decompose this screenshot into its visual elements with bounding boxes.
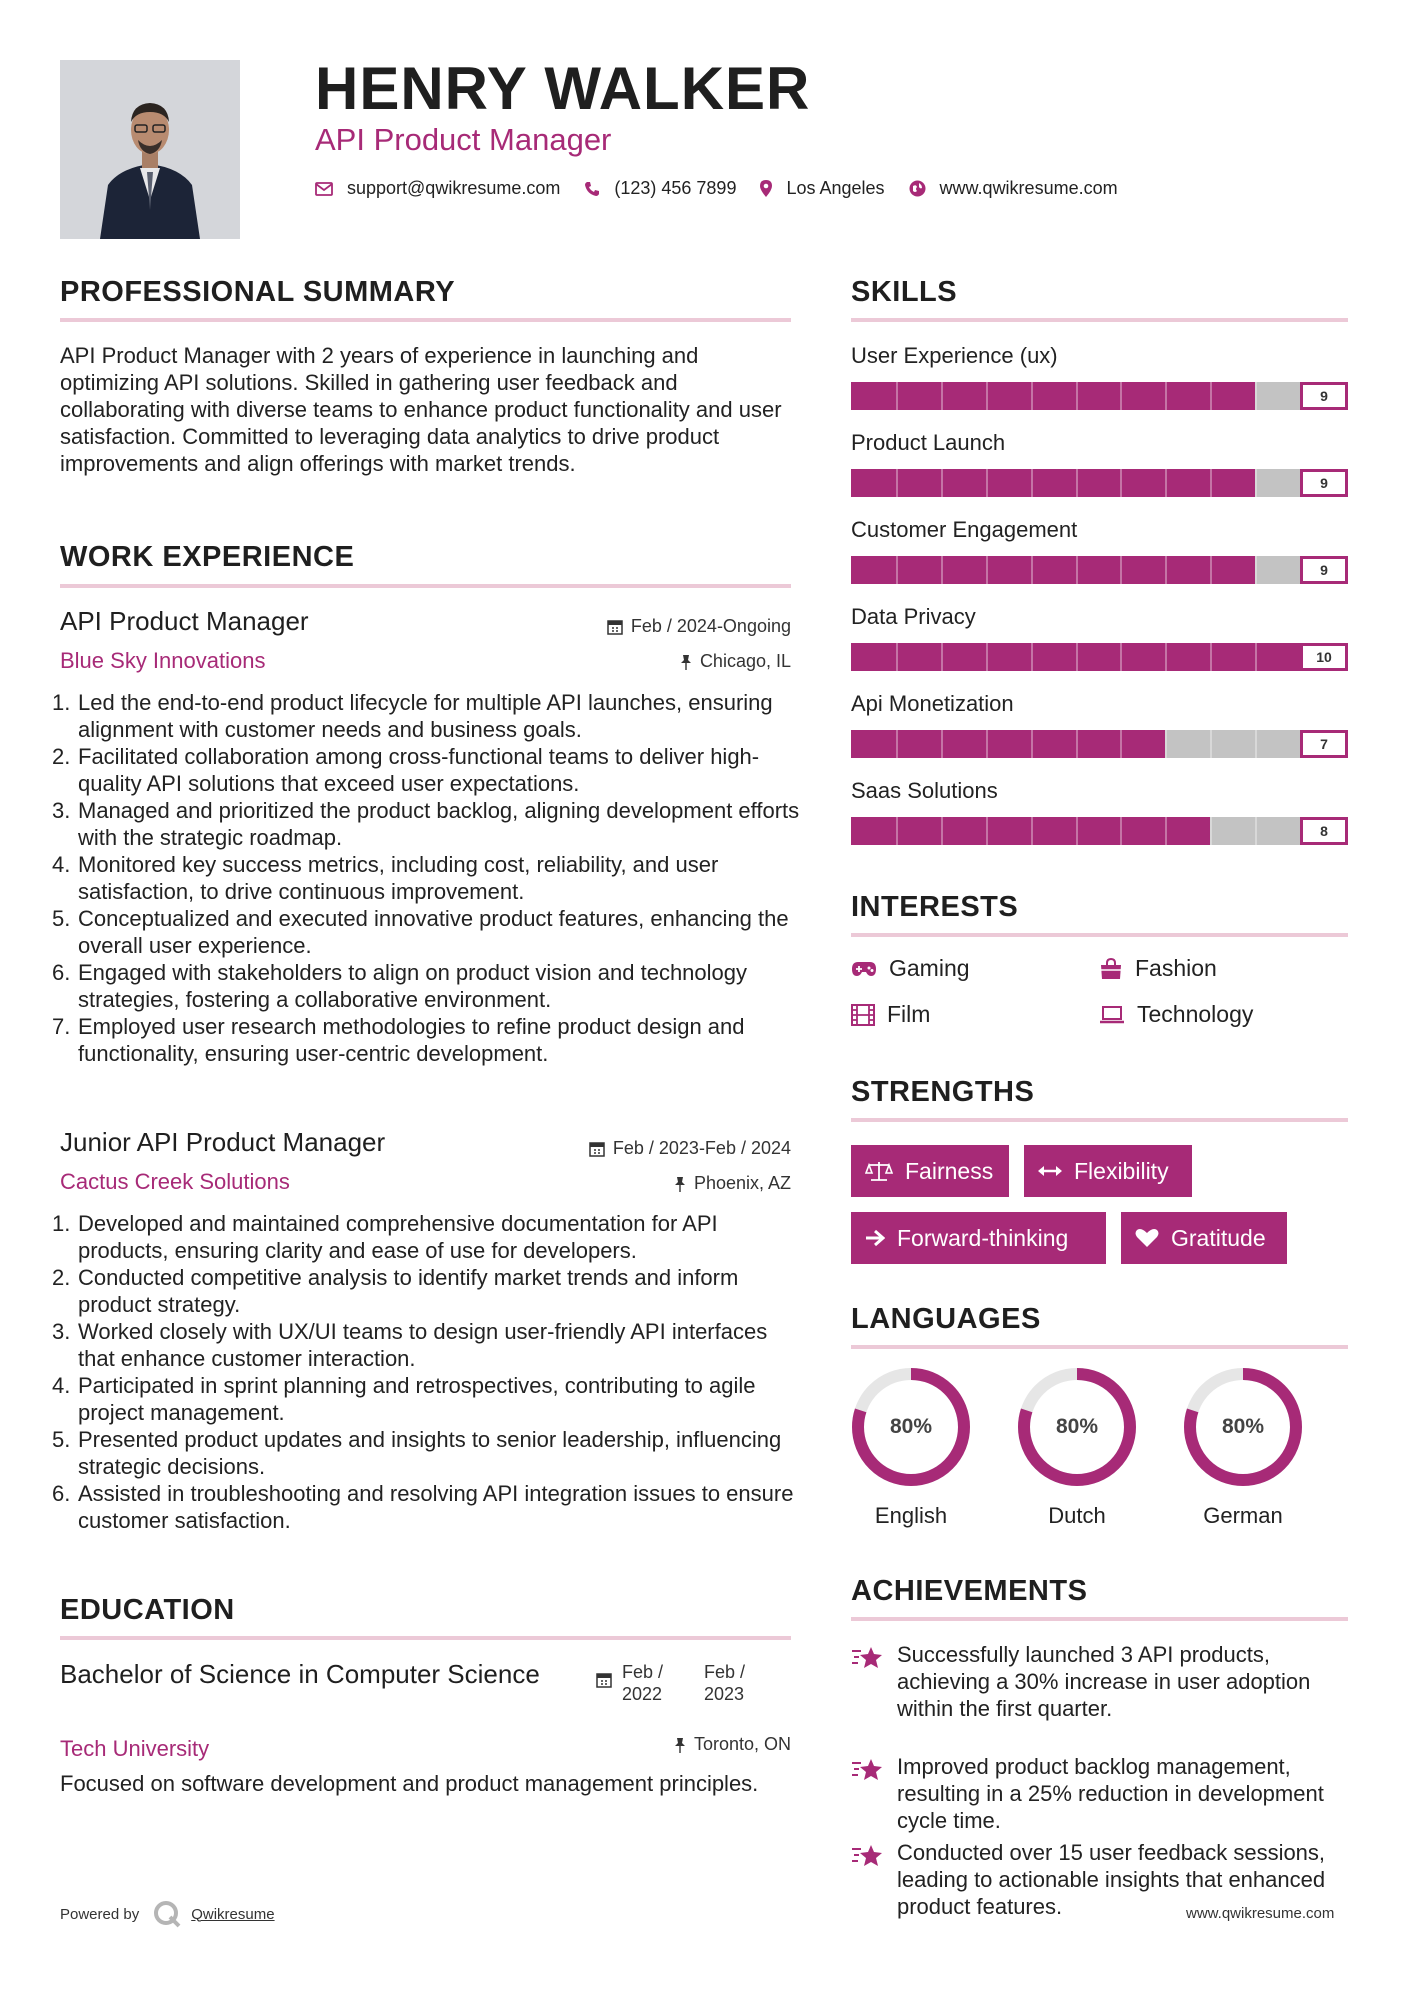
website-text: www.qwikresume.com [939, 178, 1118, 198]
powered-by-label: Powered by [60, 1905, 140, 1923]
calendar-icon [589, 1141, 605, 1157]
education-description: Focused on software development and product management principles. [60, 1771, 759, 1796]
skill-bar [851, 730, 1348, 758]
balance-scale-icon [865, 1160, 893, 1182]
language-name: Dutch [1048, 1503, 1106, 1528]
contact-bar [315, 178, 1142, 199]
skill-bar-fill [851, 556, 1255, 584]
job-location-text: Chicago, IL [699, 651, 791, 671]
job-title: API Product Manager [60, 606, 309, 636]
skill-bar-segment [986, 556, 988, 584]
skill-bar-segment [1031, 817, 1033, 845]
skill-name: Data Privacy [851, 604, 976, 629]
skill-bar-segment [1076, 382, 1078, 410]
skill-name: Api Monetization [851, 691, 1014, 716]
job-date [607, 616, 791, 637]
list-item: 5. Conceptualized and executed innovative product features, enhancing the overall user experience. [52, 906, 789, 958]
contact-email[interactable] [315, 178, 560, 199]
skill-bar-segment [941, 469, 943, 497]
education-location [674, 1734, 791, 1755]
skill-bar-segment [1255, 643, 1257, 671]
skill-score: 8 [1300, 817, 1348, 845]
skill-bar-segment [1255, 469, 1257, 497]
skill-bar-segment [1210, 556, 1212, 584]
language-item [849, 1365, 973, 1528]
skill-bar-segment [986, 730, 988, 758]
skill-score: 10 [1300, 643, 1348, 671]
education-heading: EDUCATION [60, 1594, 235, 1626]
skill-bar [851, 817, 1348, 845]
footer-site-link[interactable]: www.qwikresume.com [1186, 1905, 1335, 1922]
job-responsibilities [52, 689, 800, 1067]
skill-bar-segment [1031, 382, 1033, 410]
skill-bar-segment [896, 556, 898, 584]
job-date-text: Feb / 2024-Ongoing [630, 616, 791, 636]
shopping-bag-icon [1099, 958, 1123, 980]
list-item: 3. Worked closely with UX/UI teams to design user-friendly API interfaces that enhance customer interaction. [52, 1319, 768, 1371]
skill-bar-segment [941, 556, 943, 584]
calendar-icon [596, 1672, 612, 1688]
work-rule [60, 584, 791, 588]
skill-bar-segment [1255, 730, 1257, 758]
arrow-right-icon [865, 1229, 885, 1247]
interest-film: Film [851, 1001, 930, 1028]
map-pin-icon [760, 180, 772, 197]
phone-text: (123) 456 7899 [614, 178, 737, 198]
skill-score: 9 [1300, 556, 1348, 584]
education-location-text: Toronto, ON [693, 1734, 791, 1754]
skill-bar-segment [896, 382, 898, 410]
summary-rule [60, 318, 791, 322]
strengths-rule [851, 1118, 1348, 1122]
summary-heading: PROFESSIONAL SUMMARY [60, 276, 456, 308]
location-text: Los Angeles [786, 178, 885, 198]
language-percent: 80% [1055, 1415, 1099, 1438]
arrows-horizontal-icon [1038, 1165, 1062, 1177]
interest-technology: Technology [1099, 1001, 1253, 1028]
language-item [1181, 1365, 1305, 1528]
skill-bar [851, 643, 1348, 671]
skill-bar-segment [986, 382, 988, 410]
skill-bar-segment [1165, 643, 1167, 671]
skill-bar-segment [1255, 382, 1257, 410]
skill-score: 9 [1300, 382, 1348, 410]
skill-bar-segment [1210, 817, 1212, 845]
skill-bar-segment [1120, 817, 1122, 845]
skill-name: Customer Engagement [851, 517, 1078, 542]
skill-bar-segment [1076, 817, 1078, 845]
list-item: 6. Engaged with stakeholders to align on product vision and technology strategies, fostering a collaborative environment. [52, 960, 748, 1012]
heart-icon [1135, 1228, 1159, 1248]
skill-name: Saas Solutions [851, 778, 998, 803]
list-item: 1. Developed and maintained comprehensive documentation for API products, ensuring clarity and ease of use for developers. [52, 1211, 718, 1263]
job-company: Cactus Creek Solutions [60, 1169, 290, 1194]
skill-bar-segment [1076, 730, 1078, 758]
skill-bar-segment [896, 730, 898, 758]
list-item: 4. Participated in sprint planning and retrospectives, contributing to agile project management. [52, 1373, 756, 1425]
language-name: English [874, 1503, 948, 1528]
list-item: 3. Managed and prioritized the product backlog, aligning development efforts with the strategic roadmap. [52, 798, 800, 850]
skill-bar-segment [1165, 469, 1167, 497]
skill-bar-segment [1031, 469, 1033, 497]
achievements-rule [851, 1617, 1348, 1621]
language-percent: 80% [1221, 1415, 1265, 1438]
skill-bar-segment [986, 643, 988, 671]
qwikresume-logo-icon [153, 1900, 181, 1928]
pushpin-icon [680, 654, 692, 670]
skill-bar-segment [1076, 643, 1078, 671]
skill-bar-segment [1120, 643, 1122, 671]
language-item [1015, 1365, 1139, 1528]
language-percent: 80% [889, 1415, 933, 1438]
envelope-icon [315, 182, 333, 196]
list-item: 7. Employed user research methodologies to refine product design and functionality, ensuring user-centric development. [52, 1014, 745, 1066]
skill-bar-segment [1255, 817, 1257, 845]
skill-bar-segment [1165, 556, 1167, 584]
list-item: 4. Monitored key success metrics, including cost, reliability, and user satisfaction, to drive continuous improvement. [52, 852, 719, 904]
skill-score: 9 [1300, 469, 1348, 497]
interests-heading: INTERESTS [851, 891, 1019, 923]
strength-badge: Fairness [851, 1145, 1009, 1197]
languages-heading: LANGUAGES [851, 1303, 1041, 1335]
profile-photo [60, 60, 240, 239]
skill-bar-segment [1165, 730, 1167, 758]
pushpin-icon [674, 1176, 686, 1192]
education-start-date: Feb / 2022 [622, 1662, 664, 1704]
skill-bar-segment [1120, 382, 1122, 410]
list-item: 2. Facilitated collaboration among cross-functional teams to deliver high-quality API solutions that exceed user expectations. [52, 744, 760, 796]
interest-fashion: Fashion [1099, 955, 1217, 982]
strength-badge: Forward-thinking [851, 1212, 1106, 1264]
skill-bar-segment [941, 643, 943, 671]
language-name: German [1203, 1503, 1283, 1528]
languages-rule [851, 1345, 1348, 1349]
skill-bar-segment [896, 469, 898, 497]
skill-bar-segment [941, 817, 943, 845]
list-item: 2. Conducted competitive analysis to identify market trends and inform product strategy. [52, 1265, 739, 1317]
skill-bar-segment [1076, 469, 1078, 497]
skill-bar-segment [1120, 469, 1122, 497]
job-date [589, 1138, 791, 1159]
skills-heading: SKILLS [851, 276, 958, 308]
skill-bar-segment [1031, 730, 1033, 758]
achievements-heading: ACHIEVEMENTS [851, 1575, 1088, 1607]
skill-bar-fill [851, 469, 1255, 497]
phone-icon [584, 181, 600, 197]
contact-phone[interactable] [584, 178, 736, 199]
skill-bar-segment [1165, 382, 1167, 410]
skill-bar-segment [1210, 469, 1212, 497]
skill-bar-segment [1031, 643, 1033, 671]
skill-bar-segment [896, 817, 898, 845]
degree-title: Bachelor of Science in Computer Science [60, 1659, 540, 1689]
job-title: Junior API Product Manager [60, 1127, 386, 1157]
work-heading: WORK EXPERIENCE [60, 541, 355, 573]
powered-by [60, 1900, 275, 1928]
candidate-title: API Product Manager [315, 122, 612, 157]
job-responsibilities [52, 1210, 800, 1534]
email-text: support@qwikresume.com [347, 178, 561, 198]
job-company: Blue Sky Innovations [60, 648, 266, 673]
globe-icon [909, 180, 926, 197]
list-item: 5. Presented product updates and insights to senior leadership, influencing strategic decisions. [52, 1427, 782, 1479]
skill-bar-segment [941, 730, 943, 758]
strength-badge: Gratitude [1121, 1212, 1287, 1264]
pushpin-icon [674, 1737, 686, 1753]
list-item: 6. Assisted in troubleshooting and resolving API integration issues to ensure customer satisfaction. [52, 1481, 794, 1533]
film-icon [851, 1004, 875, 1026]
skill-bar-segment [1165, 817, 1167, 845]
skill-name: User Experience (ux) [851, 343, 1058, 368]
school-name: Tech University [60, 1736, 210, 1761]
shooting-star-icon [851, 1645, 885, 1671]
candidate-name: HENRY WALKER [315, 55, 811, 122]
skill-bar-segment [1210, 730, 1212, 758]
skill-bar-segment [941, 382, 943, 410]
skill-bar-segment [986, 469, 988, 497]
skill-bar-segment [1255, 556, 1257, 584]
skill-bar-segment [1120, 556, 1122, 584]
job-date-text: Feb / 2023-Feb / 2024 [612, 1138, 791, 1158]
achievement-item: Conducted over 15 user feedback sessions, leading to actionable insights that enhanced product features. [851, 1839, 1351, 1920]
achievement-item: Successfully launched 3 API products, achieving a 30% increase in user adoption within the first quarter. [851, 1641, 1351, 1722]
job-location [680, 651, 791, 672]
shooting-star-icon [851, 1757, 885, 1783]
interests-rule [851, 933, 1348, 937]
skill-bar-segment [1210, 382, 1212, 410]
brand-link[interactable]: Qwikresume [191, 1905, 275, 1923]
interest-gaming: Gaming [851, 955, 970, 982]
shooting-star-icon [851, 1843, 885, 1869]
calendar-icon [607, 619, 623, 635]
skill-bar-segment [1031, 556, 1033, 584]
strengths-heading: STRENGTHS [851, 1076, 1035, 1108]
summary-text: API Product Manager with 2 years of experience in launching and optimizing API solutions. Skilled in gathering user feedback and collaborating with diverse teams to enhance product functionality and user satisfaction. Committed to leveraging data analytics to drive product improvements and align offerings with market trends. [60, 343, 782, 476]
education-end-date: Feb / 2023 [704, 1662, 746, 1704]
achievement-item: Improved product backlog management, resulting in a 25% reduction in development cycle time. [851, 1753, 1351, 1834]
skill-bar [851, 469, 1348, 497]
skill-bar-segment [896, 643, 898, 671]
skill-bar-segment [1210, 643, 1212, 671]
skill-score: 7 [1300, 730, 1348, 758]
skill-bar-segment [1076, 556, 1078, 584]
education-rule [60, 1636, 791, 1640]
skills-rule [851, 318, 1348, 322]
contact-location [760, 178, 884, 199]
skill-name: Product Launch [851, 430, 1006, 455]
job-location-text: Phoenix, AZ [693, 1173, 791, 1193]
skill-bar [851, 556, 1348, 584]
skill-bar-fill [851, 382, 1255, 410]
list-item: 1. Led the end-to-end product lifecycle for multiple API launches, ensuring alignment with customer needs and business goals. [52, 690, 773, 742]
job-location [674, 1173, 791, 1194]
skill-bar-fill [851, 730, 1165, 758]
strength-badge: Flexibility [1024, 1145, 1192, 1197]
contact-website[interactable] [909, 178, 1118, 199]
gamepad-icon [851, 961, 877, 977]
skill-bar [851, 382, 1348, 410]
laptop-icon [1099, 1006, 1125, 1024]
skill-bar-segment [986, 817, 988, 845]
skill-bar-segment [1120, 730, 1122, 758]
